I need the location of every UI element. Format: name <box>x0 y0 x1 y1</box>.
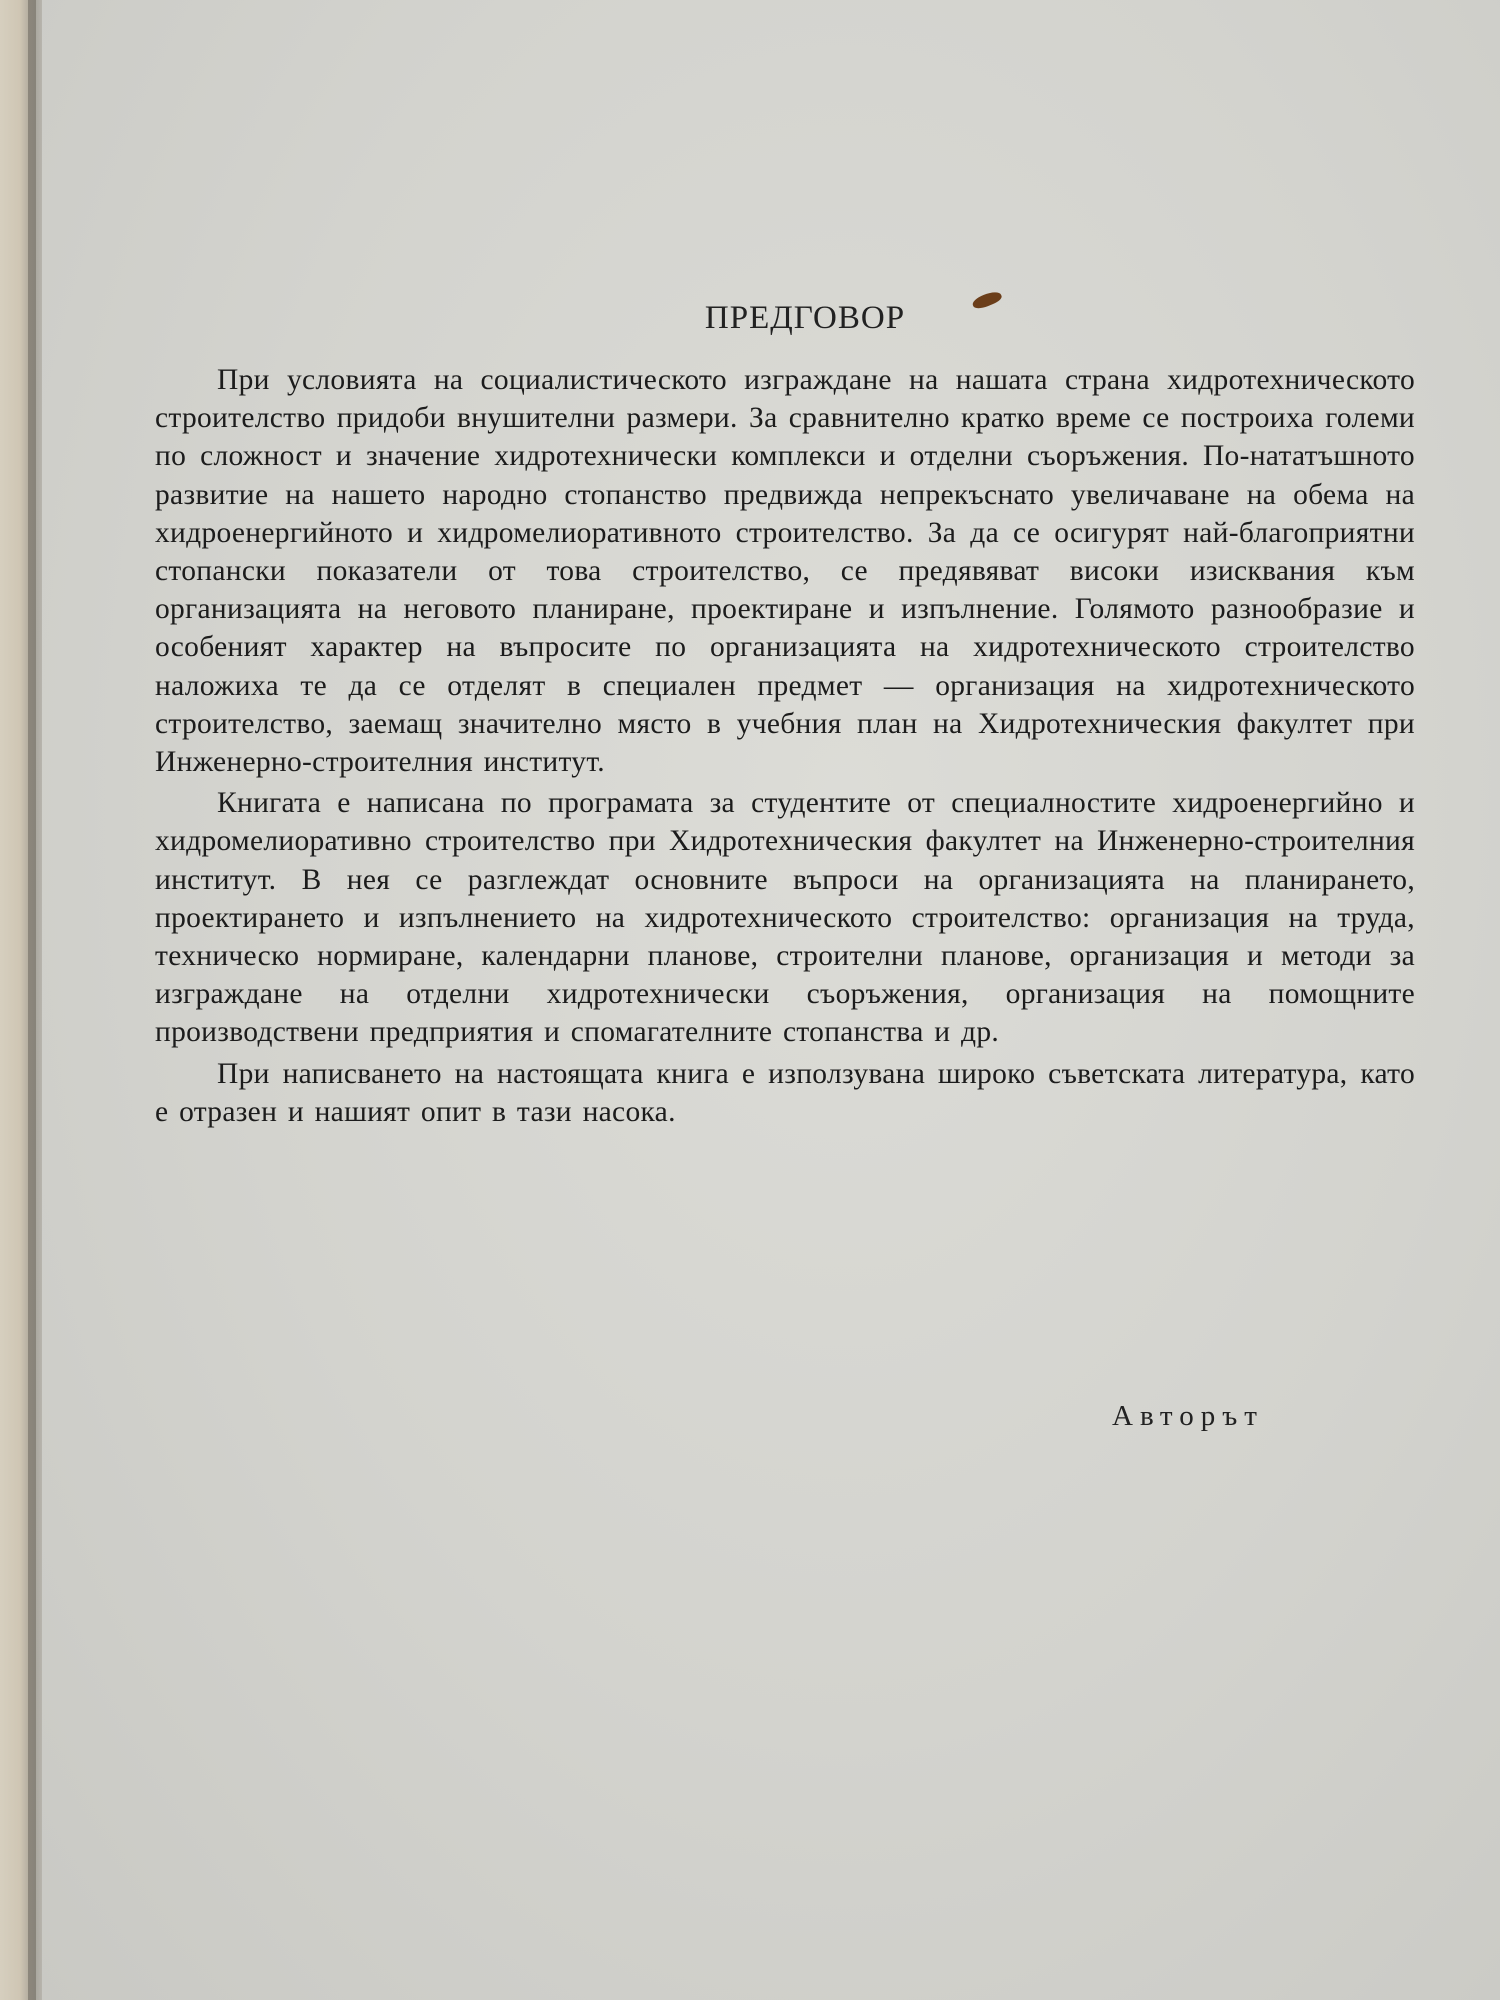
author-signature: Авторът <box>1112 1400 1264 1432</box>
paragraph-3: При написването на настоящата книга е използувана широко съветската литература, като е отразен и нашият опит в тази насока. <box>155 1057 1415 1128</box>
preface-text <box>155 300 1415 1131</box>
page-title: ПРЕДГОВОР <box>704 300 906 336</box>
paragraph-2: Книгата е написана по програмата за студентите от специалностите хидроенергийно и хидромелиоративно строителство при Хидротехническия факултет на Инженерно-строителния институт. В нея се разглеждат основните въпроси на организацията на планирането, проектирането и изпълнението на хидротехническото строителство: организация на труда, техническо нормиране, календарни планове, строителни планове, организация и методи за изграждане на отделни хидротехнически съоръжения, организация на помощните производствени предприятия и спомагателните стопанства и др. <box>155 787 1415 1049</box>
paragraph-1: При условията на социалистическото изграждане на нашата страна хидротехническото строителство придоби внушителни размери. За сравнително кратко време се построиха големи по сложност и значение хидротехнически комплекси и отделни съоръжения. По-нататъшното развитие на нашето народно стопанство предвижда непрекъснато увеличаване на обема на хидроенергийното и хидромелиоративното строителство. За да се осигурят най-благоприятни стопански показатели от това строителство, се предявяват високи изисквания към организацията на неговото планиране, проектиране и изпълнение. Голямото разнообразие и особеният характер на въпросите по организацията на хидротехническото строителство наложиха те да се отделят в специален предмет — организация на хидротехническото строителство, заемащ значително място в учебния план на Хидротехническия факултет при Инженерно-строителния институт. <box>155 364 1415 779</box>
